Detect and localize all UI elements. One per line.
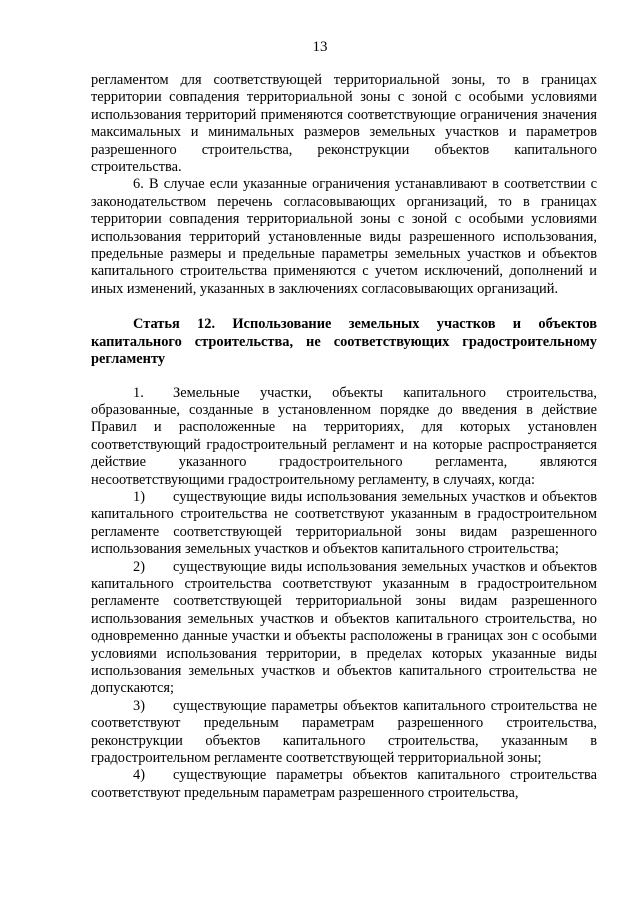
- subitem-text: существующие параметры объектов капитального строительства не соответствуют предельным параметрам разрешенного строительства, реконструкции объектов капитального строительства, указанным в градостроительном регламенте соответствующей территориальной зоны;: [91, 697, 597, 767]
- subitem-text: существующие виды использования земельных участков и объектов капитального строительства не соответствуют указанным в градостроительном регламенте соответствующей территориальной зоны видам разрешенного использования земельных участков и объектов капитального строительства;: [91, 488, 597, 558]
- paragraph-item-6: 6. В случае если указанные ограничения устанавливают в соответствии с законодательством перечень согласовывающих организаций, то в границах территории совпадения территориальной зоны с зоной с особыми условиями использования территорий установленные виды разрешенного использования, предельные размеры и предельные параметры земельных участков и объектов капитального строительства применяются с учетом исключений, дополнений и иных изменений, указанных в заключениях согласовывающих организаций.: [91, 176, 597, 297]
- subitem-3: [91, 698, 597, 768]
- paragraph-item-1: [91, 385, 597, 489]
- paragraph-continuation: регламентом для соответствующей территориальной зоны, то в границах территории совпадения территориальной зоны с зоной с особыми условиями использования территорий применяются соответствующие ограничения значения максимальных и минимальных размеров земельных участков и параметров разрешенного строительства, реконструкции объектов капитального строительства.: [91, 72, 597, 176]
- article-12-heading: Статья 12. Использование земельных участков и объектов капитального строительства, не соответствующих градостроительному регламенту: [91, 316, 597, 368]
- document-body: [91, 72, 597, 802]
- subitem-1: [91, 489, 597, 559]
- item-text: Земельные участки, объекты капитального строительства, образованные, созданные в установленном порядке до введения в действие Правил и расположенные на территориях, для которых установлен соответствующий градостроительный регламент и на которые распространяется действие указанного градостроительного регламента, являются несоответствующими градостроительному регламенту, в случаях, когда:: [91, 384, 597, 488]
- subitem-2: [91, 559, 597, 698]
- item-number: 1.: [133, 384, 144, 401]
- subitem-number: 1): [133, 488, 145, 505]
- subitem-number: 2): [133, 558, 145, 575]
- subitem-text: существующие параметры объектов капитального строительства соответствуют предельным параметрам разрешенного строительства,: [91, 767, 597, 801]
- page-number: 13: [312, 39, 328, 55]
- subitem-text: существующие виды использования земельных участков и объектов капитального строительства соответствуют указанным в градостроительном регламенте соответствующей территориальной зоны видам разрешенного использования земельных участков и объектов капитального строительства, но одновременно данные участки и объекты расположены в границах зон с особыми условиями использования территории, в пределах которых указанные виды использования земельных участков и объектов капитального строительства не допускаются;: [91, 558, 597, 697]
- subitem-number: 3): [133, 697, 145, 714]
- subitem-4: [91, 767, 597, 802]
- subitem-number: 4): [133, 767, 145, 784]
